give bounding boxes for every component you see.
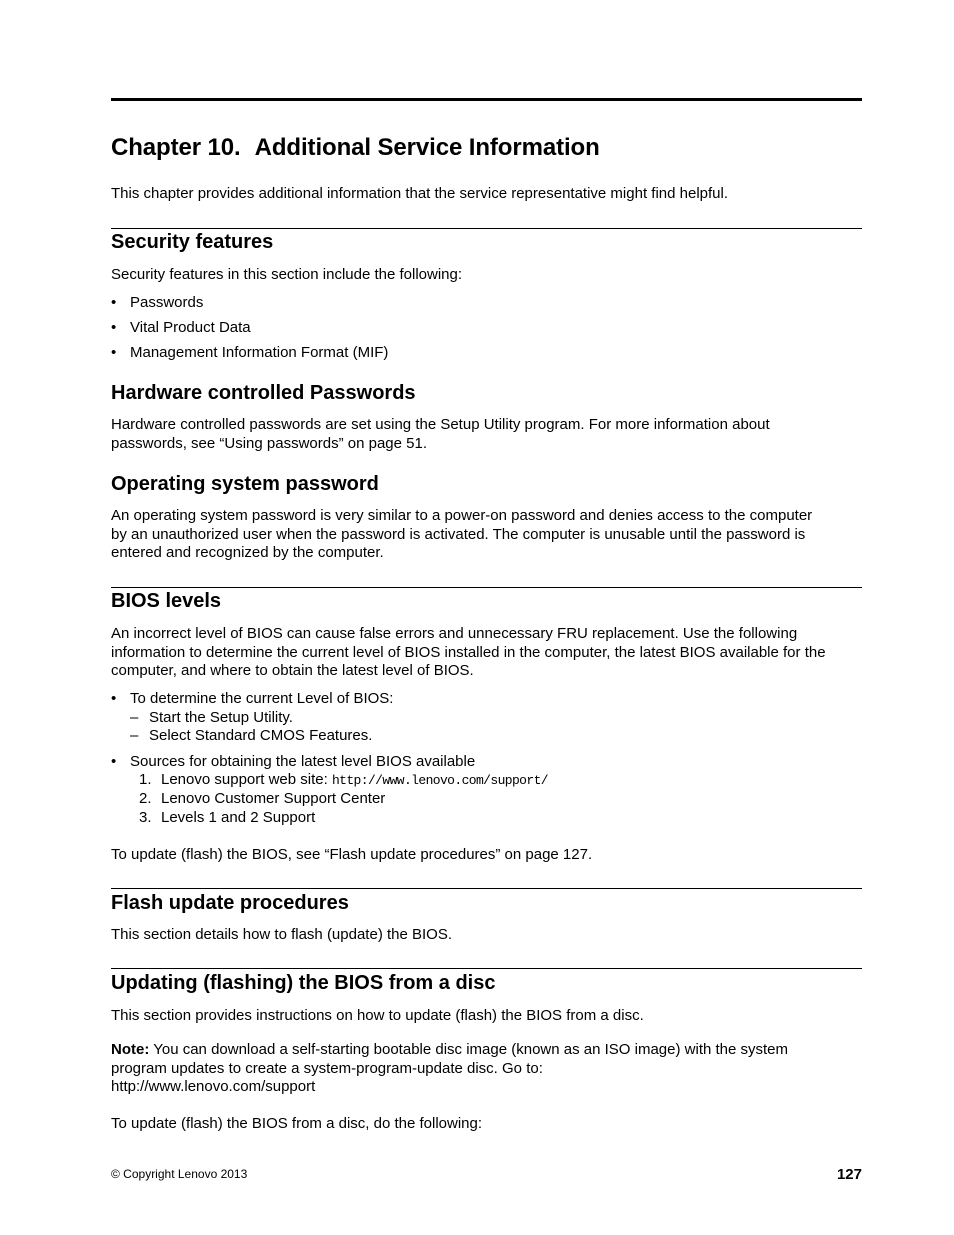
section-rule xyxy=(111,587,862,588)
disc-text: This section provides instructions on how to update (flash) the BIOS from a disc. xyxy=(111,1007,644,1024)
heading-hardware-passwords: Hardware controlled Passwords xyxy=(111,382,416,404)
hw-passwords-line-2: passwords, see “Using passwords” on page 51. xyxy=(111,435,427,452)
note-label: Note: xyxy=(111,1041,150,1058)
note-link[interactable]: http://www.lenovo.com/support xyxy=(111,1078,316,1095)
chapter-number: Chapter 10. xyxy=(111,134,241,161)
heading-update-from-disc: Updating (flashing) the BIOS from a disc xyxy=(111,972,496,994)
lenovo-support-link[interactable]: http://www.lenovo.com/support/ xyxy=(331,773,548,788)
section-rule xyxy=(111,228,862,229)
section-rule xyxy=(111,888,862,889)
section-rule xyxy=(111,968,862,969)
bios-levels-line-3: computer, and where to obtain the latest level of BIOS. xyxy=(111,662,474,679)
heading-security-features: Security features xyxy=(111,231,274,253)
note-line-2: program updates to create a system-program-update disc. Go to: xyxy=(111,1060,543,1077)
hw-passwords-line-1: Hardware controlled passwords are set using the Setup Utility program. For more information about xyxy=(111,416,770,433)
bios-update-note: To update (flash) the BIOS, see “Flash update procedures” on page 127. xyxy=(111,846,593,863)
note-line-1: Note: You can download a self-starting bootable disc image (known as an ISO image) with the system xyxy=(111,1041,789,1058)
chapter-title xyxy=(111,134,600,162)
copyright: © Copyright Lenovo 2013 xyxy=(111,1167,248,1181)
security-intro: Security features in this section include the following: xyxy=(111,266,463,283)
heading-flash-update: Flash update procedures xyxy=(111,892,349,914)
disc-final-text: To update (flash) the BIOS from a disc, do the following: xyxy=(111,1115,483,1132)
flash-text: This section details how to flash (update) the BIOS. xyxy=(111,926,453,943)
bios-levels-line-1: An incorrect level of BIOS can cause false errors and unnecessary FRU replacement. Use the following xyxy=(111,625,798,642)
heading-os-password: Operating system password xyxy=(111,473,379,495)
os-password-line-3: entered and recognized by the computer. xyxy=(111,544,384,561)
heading-bios-levels: BIOS levels xyxy=(111,590,222,612)
chapter-rule xyxy=(111,98,862,101)
chapter-intro: This chapter provides additional information that the service representative might find helpful. xyxy=(111,185,728,202)
bios-levels-line-2: information to determine the current level of BIOS installed in the computer, the latest BIOS available for the xyxy=(111,644,826,661)
chapter-title-text: Additional Service Information xyxy=(254,134,600,161)
os-password-line-1: An operating system password is very similar to a power-on password and denies access to the computer xyxy=(111,507,813,524)
os-password-line-2: by an unauthorized user when the password is activated. The computer is unusable until the password is xyxy=(111,526,806,543)
page-number: 127 xyxy=(836,1166,862,1183)
